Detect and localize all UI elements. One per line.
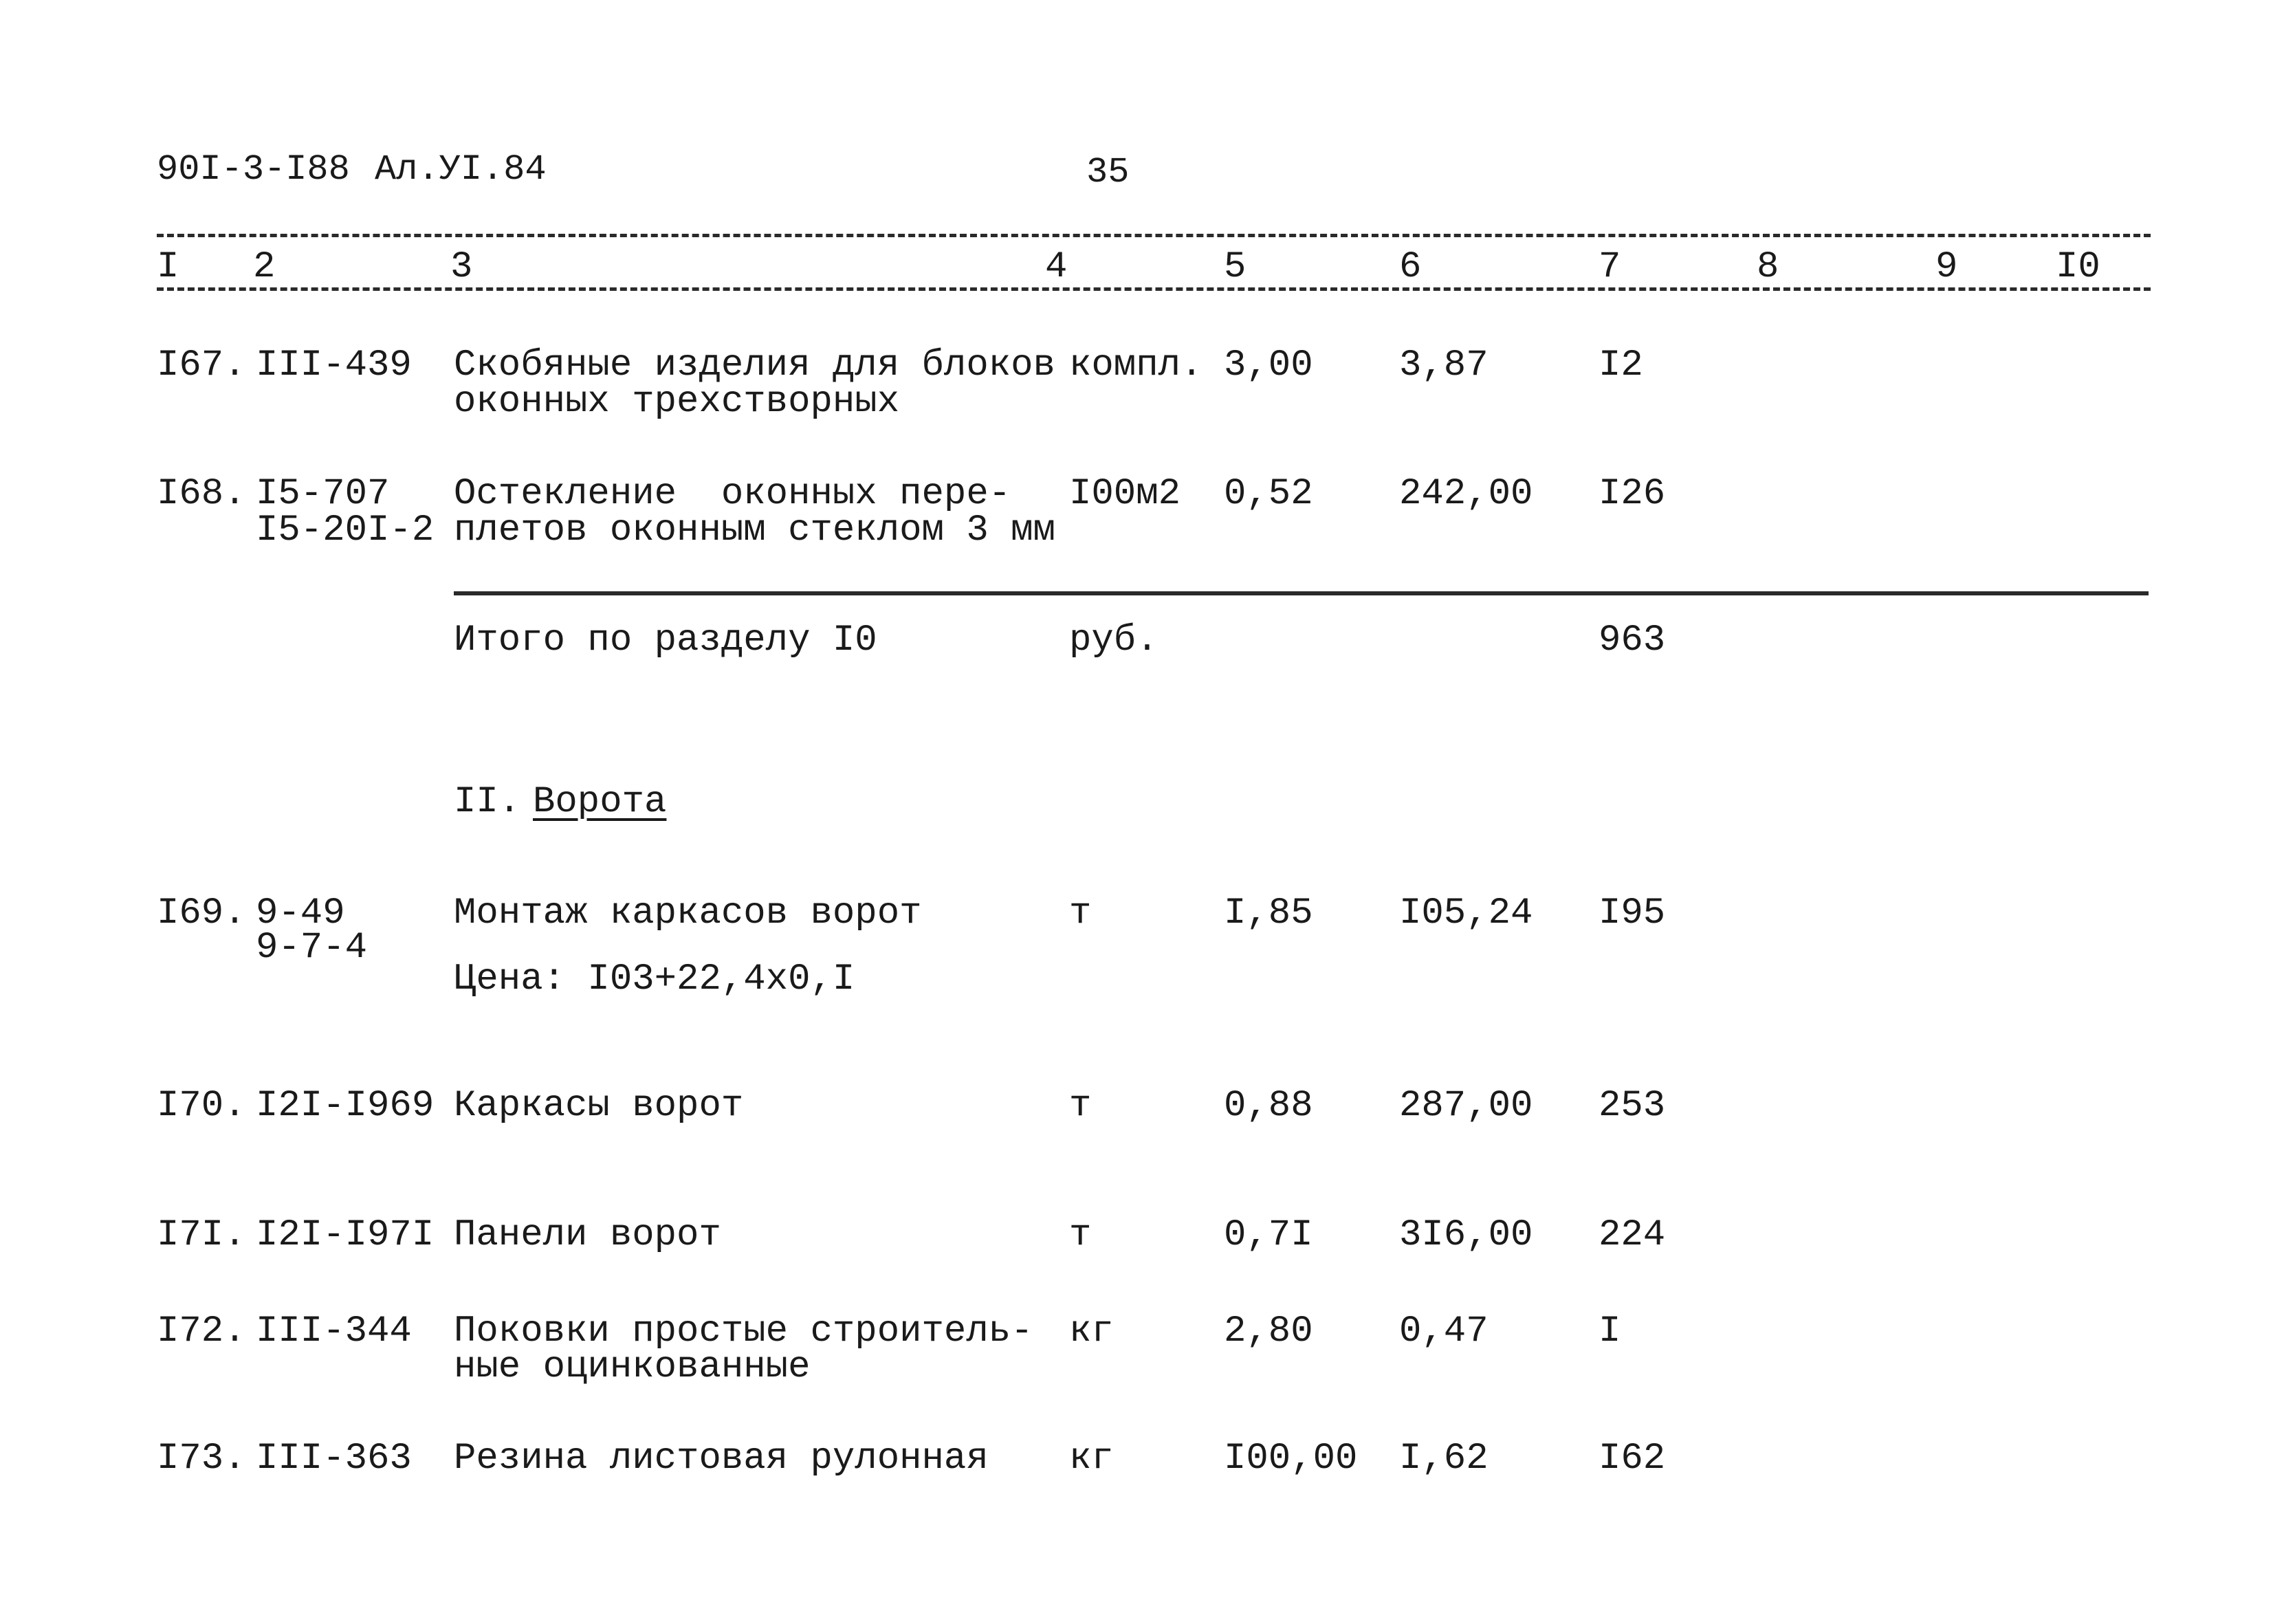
- row-number: I70.: [157, 1085, 246, 1127]
- total-cost: I95: [1599, 892, 1666, 934]
- quantity: 3,00: [1224, 344, 1313, 386]
- norm-code: I2I-I97I: [256, 1214, 435, 1256]
- unit: т: [1069, 1085, 1092, 1127]
- item-name: Панели ворот: [454, 1214, 721, 1256]
- header-dashed-line-bottom: [157, 287, 2151, 291]
- row-number: I7I.: [157, 1214, 246, 1256]
- column-number: I0: [2056, 246, 2100, 288]
- norm-code: I5-707: [256, 473, 390, 515]
- unit-price: I05,24: [1399, 892, 1533, 934]
- item-name: Поковки простые строитель-: [454, 1310, 1033, 1352]
- subtotal-label: Итого по разделу I0: [454, 619, 877, 661]
- norm-code: III-344: [256, 1310, 412, 1352]
- unit: кг: [1069, 1438, 1114, 1480]
- norm-code: I5-20I-2: [256, 509, 435, 551]
- column-number: 6: [1399, 246, 1422, 288]
- row-number: I69.: [157, 892, 246, 934]
- column-number: 4: [1045, 246, 1068, 288]
- unit-price: 3I6,00: [1399, 1214, 1533, 1256]
- total-cost: 253: [1599, 1085, 1666, 1127]
- item-name: Каркасы ворот: [454, 1085, 744, 1127]
- quantity: 0,52: [1224, 473, 1313, 515]
- item-name: оконных трехстворных: [454, 381, 900, 423]
- norm-code: 9-7-4: [256, 927, 368, 969]
- total-cost: I2: [1599, 344, 1643, 386]
- total-cost: I: [1599, 1310, 1621, 1352]
- unit: компл.: [1069, 344, 1203, 386]
- row-number: I68.: [157, 473, 246, 515]
- unit-price: 3,87: [1399, 344, 1489, 386]
- item-name: плетов оконным стеклом 3 мм: [454, 509, 1055, 551]
- row-number: I73.: [157, 1438, 246, 1480]
- section-title: Ворота: [533, 781, 667, 823]
- unit-price: 0,47: [1399, 1310, 1489, 1352]
- subtotal-total: 963: [1599, 619, 1666, 661]
- page-number: 35: [1086, 152, 1130, 193]
- row-number: I67.: [157, 344, 246, 386]
- item-name: ные оцинкованные: [454, 1346, 811, 1388]
- norm-code: I2I-I969: [256, 1085, 435, 1127]
- quantity: 0,7I: [1224, 1214, 1313, 1256]
- total-cost: I26: [1599, 473, 1666, 515]
- item-name: Остекление оконных пере-: [454, 473, 1011, 515]
- total-cost: I62: [1599, 1438, 1666, 1480]
- norm-code: III-439: [256, 344, 412, 386]
- quantity: I,85: [1224, 892, 1313, 934]
- item-name: Монтаж каркасов ворот: [454, 892, 922, 934]
- header-dashed-line-top: [157, 234, 2151, 237]
- norm-code: 9-49: [256, 892, 345, 934]
- document-code: 90I-3-I88: [157, 149, 350, 190]
- norm-code: III-363: [256, 1438, 412, 1480]
- row-number: I72.: [157, 1310, 246, 1352]
- total-cost: 224: [1599, 1214, 1666, 1256]
- item-name: Резина листовая рулонная: [454, 1438, 989, 1480]
- subtotal-divider: [454, 591, 2149, 595]
- unit-price: 242,00: [1399, 473, 1533, 515]
- unit: т: [1069, 1214, 1092, 1256]
- section-number: II.: [454, 781, 521, 823]
- unit: I00м2: [1069, 473, 1181, 515]
- column-number: 3: [450, 246, 473, 288]
- column-number: 2: [253, 246, 276, 288]
- unit-price: I,62: [1399, 1438, 1489, 1480]
- quantity: 0,88: [1224, 1085, 1313, 1127]
- unit-price: 287,00: [1399, 1085, 1533, 1127]
- column-number: I: [157, 246, 179, 288]
- quantity: 2,80: [1224, 1310, 1313, 1352]
- quantity: I00,00: [1224, 1438, 1358, 1480]
- column-number: 7: [1599, 246, 1621, 288]
- column-number: 9: [1935, 246, 1958, 288]
- unit: т: [1069, 892, 1092, 934]
- item-name: Скобяные изделия для блоков: [454, 344, 1055, 386]
- column-number: 8: [1757, 246, 1779, 288]
- column-number: 5: [1224, 246, 1247, 288]
- album-number: Ал.УI.84: [375, 149, 547, 190]
- unit: кг: [1069, 1310, 1114, 1352]
- subtotal-unit: руб.: [1069, 619, 1159, 661]
- price-note: Цена: I03+22,4х0,I: [454, 958, 855, 1000]
